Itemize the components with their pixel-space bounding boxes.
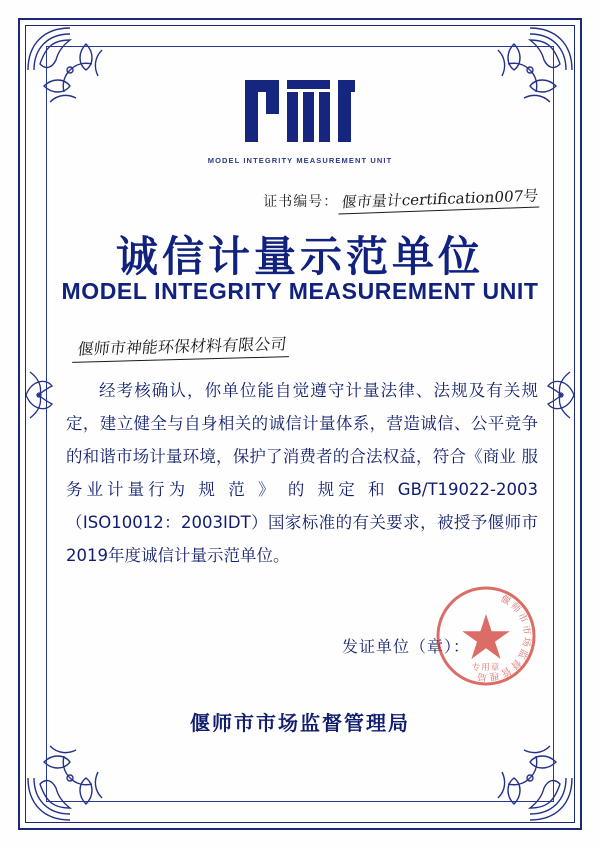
certificate-number-label: 证书编号： [263, 194, 339, 210]
official-seal [434, 584, 538, 688]
seal-stamp-icon [434, 584, 538, 688]
certificate-content [56, 56, 544, 792]
svg-text:专用章: 专用章 [471, 663, 501, 673]
body-paragraph: 经考核确认，你单位能自觉遵守计量法律、法规及有关规定，建立健全与自身相关的诚信计量体系，营造诚信、公平竞争的和谐市场计量环境，保护了消费者的合法权益，符合《商业 服务业计量行为 规 范 》 的 规定 和 GB/T19022-2003（ISO10012：2003IDT）国家标准的有关要求，被授予偃师市2019年度诚信计量示范单位。 [66, 381, 538, 565]
logo-block [56, 72, 544, 165]
title-english: MODEL INTEGRITY MEASUREMENT UNIT [61, 278, 539, 304]
certificate-number [263, 188, 540, 211]
issuer-label: 发证单位（章）： [341, 637, 470, 656]
body-text [66, 374, 538, 572]
side-ornament-icon [544, 360, 578, 430]
mim-logo-icon [225, 72, 375, 150]
recipient-name: 偃师市神能环保材料有限公司 [72, 331, 292, 363]
certificate-number-value: 偃市量计certification007号 [339, 185, 542, 215]
side-ornament-icon [22, 360, 56, 430]
logo-caption: MODEL INTEGRITY MEASUREMENT UNIT [207, 156, 393, 165]
title-chinese: 诚信计量示范单位 [115, 232, 484, 281]
svg-text:偃师市市场监督管理局: 偃师市市场监督管理局 [474, 593, 533, 683]
footer-organization: 偃师市市场监督管理局 [190, 711, 410, 735]
